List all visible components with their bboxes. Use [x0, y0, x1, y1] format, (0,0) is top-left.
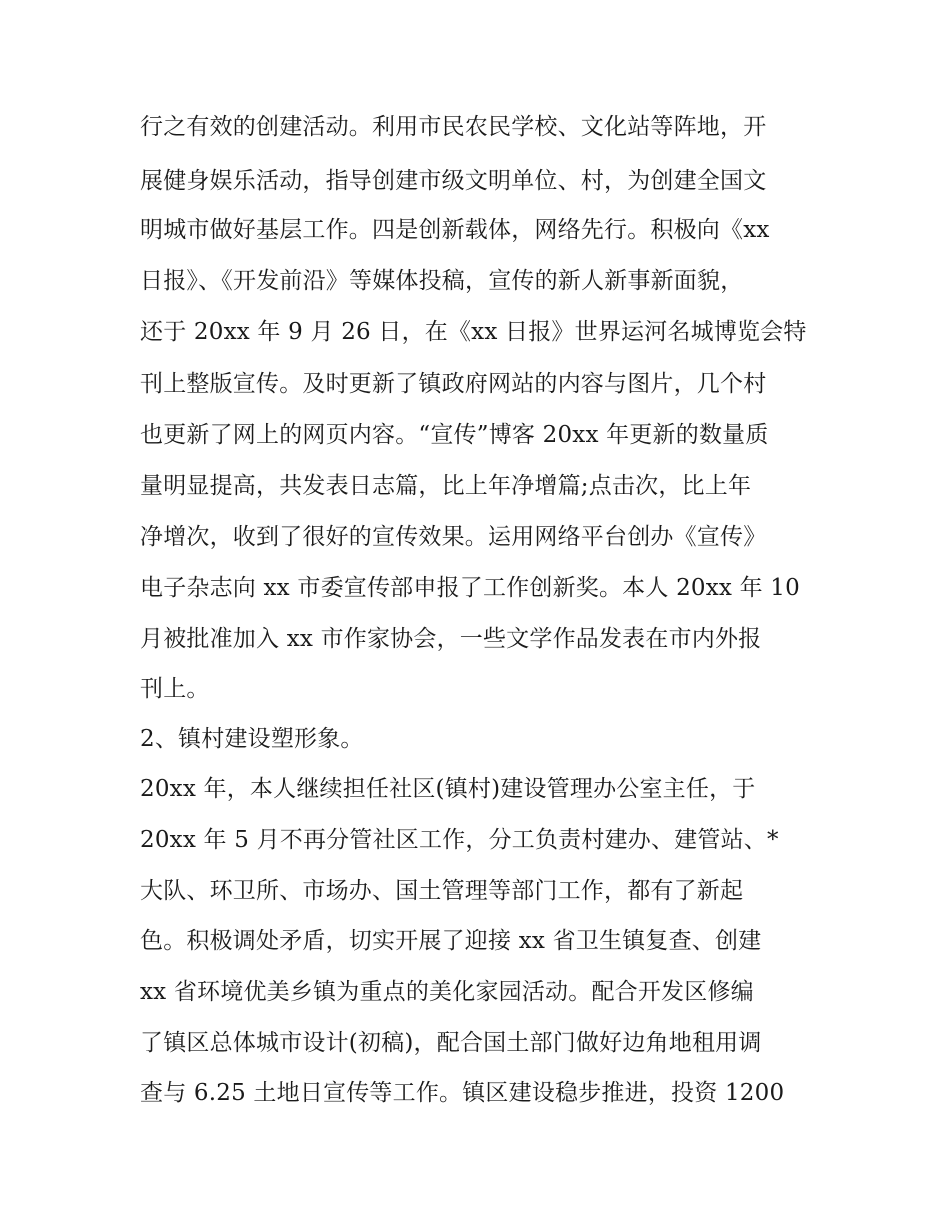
text-line: 行之有效的创建活动。利用市民农民学校、文化站等阵地，开 — [140, 114, 767, 140]
text-line: 月被批准加入 xx 市作家协会，一些文学作品发表在市内外报 — [140, 626, 762, 652]
text-line: 色。积极调处矛盾，切实开展了迎接 xx 省卫生镇复查、创建 — [140, 928, 762, 954]
text-line: 还于 20xx 年 9 月 26 日，在《xx 日报》世界运河名城博览会特 — [140, 319, 807, 345]
text-line: 刊上整版宣传。及时更新了镇政府网站的内容与图片，几个村 — [140, 371, 767, 397]
text-line: 也更新了网上的网页内容。“宣传”博客 20xx 年更新的数量质 — [140, 422, 769, 448]
text-line: 日报》、《开发前沿》等媒体投稿，宣传的新人新事新面貌， — [140, 268, 744, 294]
text-line: 净增次，收到了很好的宣传效果。运用网络平台创办《宣传》 — [140, 524, 767, 550]
text-line: 刊上。 — [140, 676, 210, 702]
text-line: 展健身娱乐活动，指导创建市级文明单位、村，为创建全国文 — [140, 168, 767, 194]
text-line: 20xx 年 5 月不再分管社区工作，分工负责村建办、建管站、* — [140, 827, 779, 853]
section-heading: 2、镇村建设塑形象。 — [140, 726, 364, 752]
text-line: 20xx 年，本人继续担任社区(镇村)建设管理办公室主任，于 — [140, 776, 756, 802]
text-line: xx 省环境优美乡镇为重点的美化家园活动。配合开发区修编 — [140, 979, 754, 1005]
text-line: 大队、环卫所、市场办、国土管理等部门工作，都有了新起 — [140, 878, 744, 904]
text-line: 明城市做好基层工作。四是创新载体，网络先行。积极向《xx — [140, 217, 770, 243]
text-line: 查与 6.25 土地日宣传等工作。镇区建设稳步推进，投资 1200 — [140, 1080, 785, 1106]
text-line: 了镇区总体城市设计(初稿)，配合国土部门做好边角地租用调 — [140, 1030, 762, 1056]
text-line: 量明显提高，共发表日志篇，比上年净增篇;点击次，比上年 — [140, 473, 752, 499]
text-line: 电子杂志向 xx 市委宣传部申报了工作创新奖。本人 20xx 年 10 — [140, 575, 800, 601]
